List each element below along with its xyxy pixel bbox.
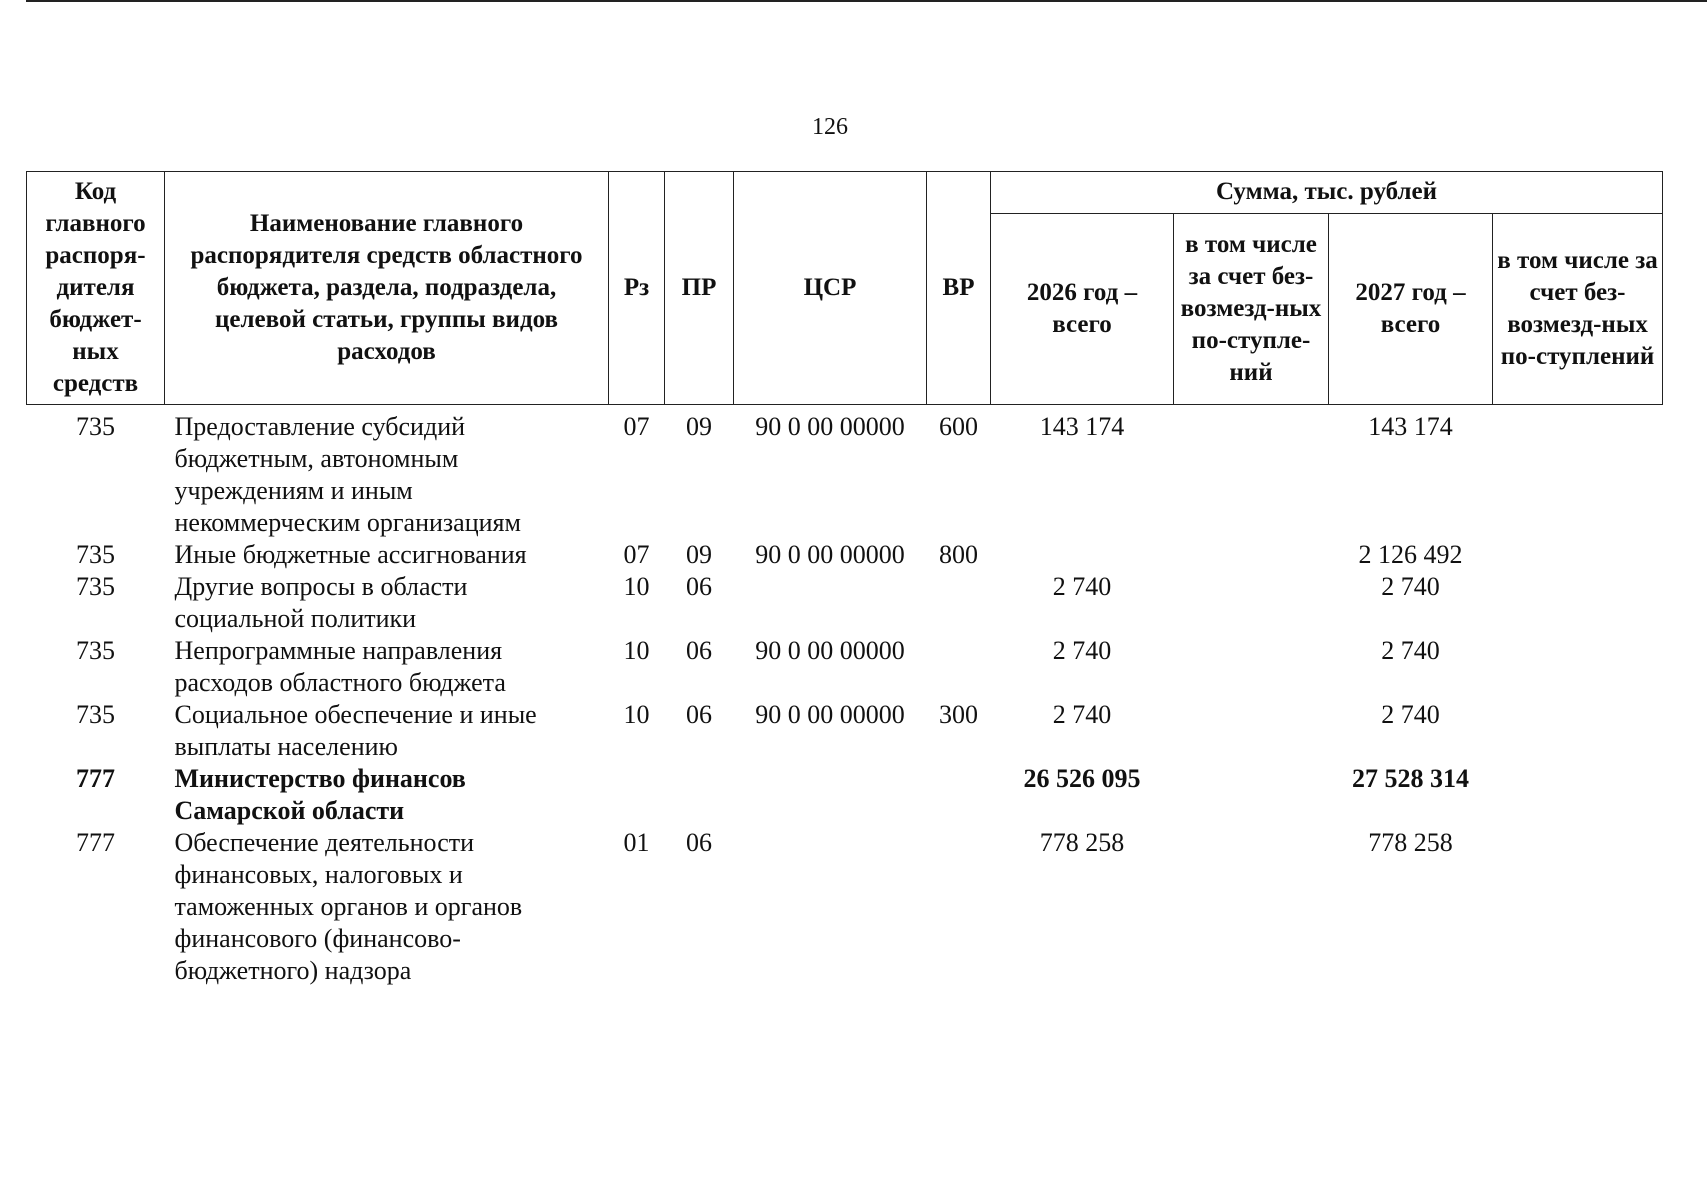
- table-row: [27, 635, 1663, 699]
- cell-2027-gratuitous: [1493, 405, 1663, 540]
- cell-name: Обеспечение деятельности финансовых, налоговых и таможенных органов и органов финансового (финансово-бюджетного) надзора: [174, 828, 523, 985]
- cell-csr: [734, 827, 927, 987]
- cell-vr: [927, 571, 991, 635]
- cell-2027-gratuitous: [1493, 827, 1663, 987]
- cell-rz: 01: [623, 828, 650, 857]
- cell-rz: 07: [623, 540, 650, 569]
- cell-csr: 90 0 00 00000: [755, 636, 905, 665]
- header-vr: ВР: [927, 172, 991, 405]
- cell-pr: 09: [686, 540, 712, 569]
- header-name: Наименование главного распорядителя средств областного бюджета, раздела, подраздела, целевой статьи, группы видов расходов: [165, 172, 609, 405]
- cell-2026-gratuitous: [1174, 405, 1329, 540]
- cell-name: Социальное обеспечение и иные выплаты населению: [174, 700, 537, 761]
- cell-2026-gratuitous: [1174, 571, 1329, 635]
- cell-2026-total: 2 740: [1052, 636, 1112, 665]
- cell-pr: 06: [686, 636, 712, 665]
- cell-code: 777: [76, 828, 115, 857]
- header-2026-gratuitous: в том числе за счет без-возмезд-ных по-ступле-ний: [1174, 213, 1329, 404]
- cell-code: 735: [76, 700, 115, 729]
- cell-2027-total: 2 740: [1381, 700, 1440, 729]
- cell-name: Непрограммные направления расходов областного бюджета: [174, 636, 506, 697]
- cell-rz: 07: [623, 412, 650, 441]
- cell-pr: 09: [686, 412, 712, 441]
- cell-2026-total: 2 740: [1052, 700, 1112, 729]
- cell-2027-gratuitous: [1493, 539, 1663, 571]
- cell-2027-total: 27 528 314: [1352, 764, 1469, 793]
- cell-rz: 10: [623, 636, 650, 665]
- cell-code: 735: [76, 412, 115, 441]
- cell-2026-total: [991, 539, 1174, 571]
- table-row: [27, 571, 1663, 635]
- cell-2026-gratuitous: [1174, 635, 1329, 699]
- cell-2026-total: 778 258: [1039, 828, 1125, 857]
- header-2027-gratuitous: в том числе за счет без-возмезд-ных по-ступлений: [1493, 213, 1663, 404]
- cell-code: 735: [76, 572, 115, 601]
- table-row: [27, 827, 1663, 987]
- cell-2027-total: 2 740: [1381, 636, 1440, 665]
- cell-2027-gratuitous: [1493, 571, 1663, 635]
- cell-2026-total: 26 526 095: [1023, 764, 1141, 793]
- cell-vr: [927, 827, 991, 987]
- cell-name: Другие вопросы в области социальной политики: [174, 572, 468, 633]
- cell-code: 735: [76, 636, 115, 665]
- cell-2026-gratuitous: [1174, 539, 1329, 571]
- budget-table: [26, 171, 1663, 987]
- cell-code: 777: [76, 764, 115, 793]
- cell-csr: 90 0 00 00000: [755, 412, 905, 441]
- cell-2026-total: 143 174: [1039, 412, 1125, 441]
- cell-csr: [734, 571, 927, 635]
- page-number: 126: [812, 114, 848, 140]
- cell-pr: 06: [686, 572, 712, 601]
- cell-code: 735: [76, 540, 115, 569]
- top-border-line: [26, 0, 1707, 2]
- cell-2027-total: 143 174: [1368, 412, 1453, 441]
- table-row: [27, 539, 1663, 571]
- cell-2026-gratuitous: [1174, 827, 1329, 987]
- cell-2026-total: 2 740: [1052, 572, 1112, 601]
- table-row: [27, 405, 1663, 540]
- cell-2026-gratuitous: [1174, 699, 1329, 763]
- cell-2027-gratuitous: [1493, 635, 1663, 699]
- cell-csr: [734, 763, 927, 827]
- table-body: [27, 405, 1663, 988]
- cell-2027-total: 2 126 492: [1358, 540, 1463, 569]
- cell-name: Иные бюджетные ассигнования: [174, 540, 527, 569]
- cell-pr: 06: [686, 700, 712, 729]
- header-2027-total: 2027 год – всего: [1329, 213, 1493, 404]
- cell-2027-gratuitous: [1493, 763, 1663, 827]
- cell-csr: 90 0 00 00000: [755, 700, 905, 729]
- cell-2027-total: 2 740: [1381, 572, 1440, 601]
- cell-2027-gratuitous: [1493, 699, 1663, 763]
- cell-csr: 90 0 00 00000: [755, 540, 905, 569]
- header-csr: ЦСР: [734, 172, 927, 405]
- table-row: [27, 763, 1663, 827]
- cell-vr: 300: [939, 700, 978, 729]
- cell-pr: 06: [686, 828, 712, 857]
- table-header: [27, 172, 1663, 405]
- cell-pr: [665, 763, 734, 827]
- cell-name: Министерство финансов Самарской области: [174, 764, 466, 825]
- cell-vr: [927, 763, 991, 827]
- header-code: Код главного распоря-дителя бюджет-ных средств: [27, 172, 165, 405]
- cell-name: Предоставление субсидий бюджетным, автономным учреждениям и иным некоммерческим организациям: [174, 412, 521, 537]
- header-pr: ПР: [665, 172, 734, 405]
- cell-vr: 800: [939, 540, 978, 569]
- header-2026-total: 2026 год – всего: [991, 213, 1174, 404]
- cell-2026-gratuitous: [1174, 763, 1329, 827]
- cell-rz: [609, 763, 665, 827]
- header-rz: Рз: [609, 172, 665, 405]
- cell-2027-total: 778 258: [1368, 828, 1453, 857]
- table-row: [27, 699, 1663, 763]
- cell-rz: 10: [623, 572, 650, 601]
- cell-vr: 600: [939, 412, 978, 441]
- header-sum-group: Сумма, тыс. рублей: [991, 172, 1663, 214]
- cell-vr: [927, 635, 991, 699]
- cell-rz: 10: [623, 700, 650, 729]
